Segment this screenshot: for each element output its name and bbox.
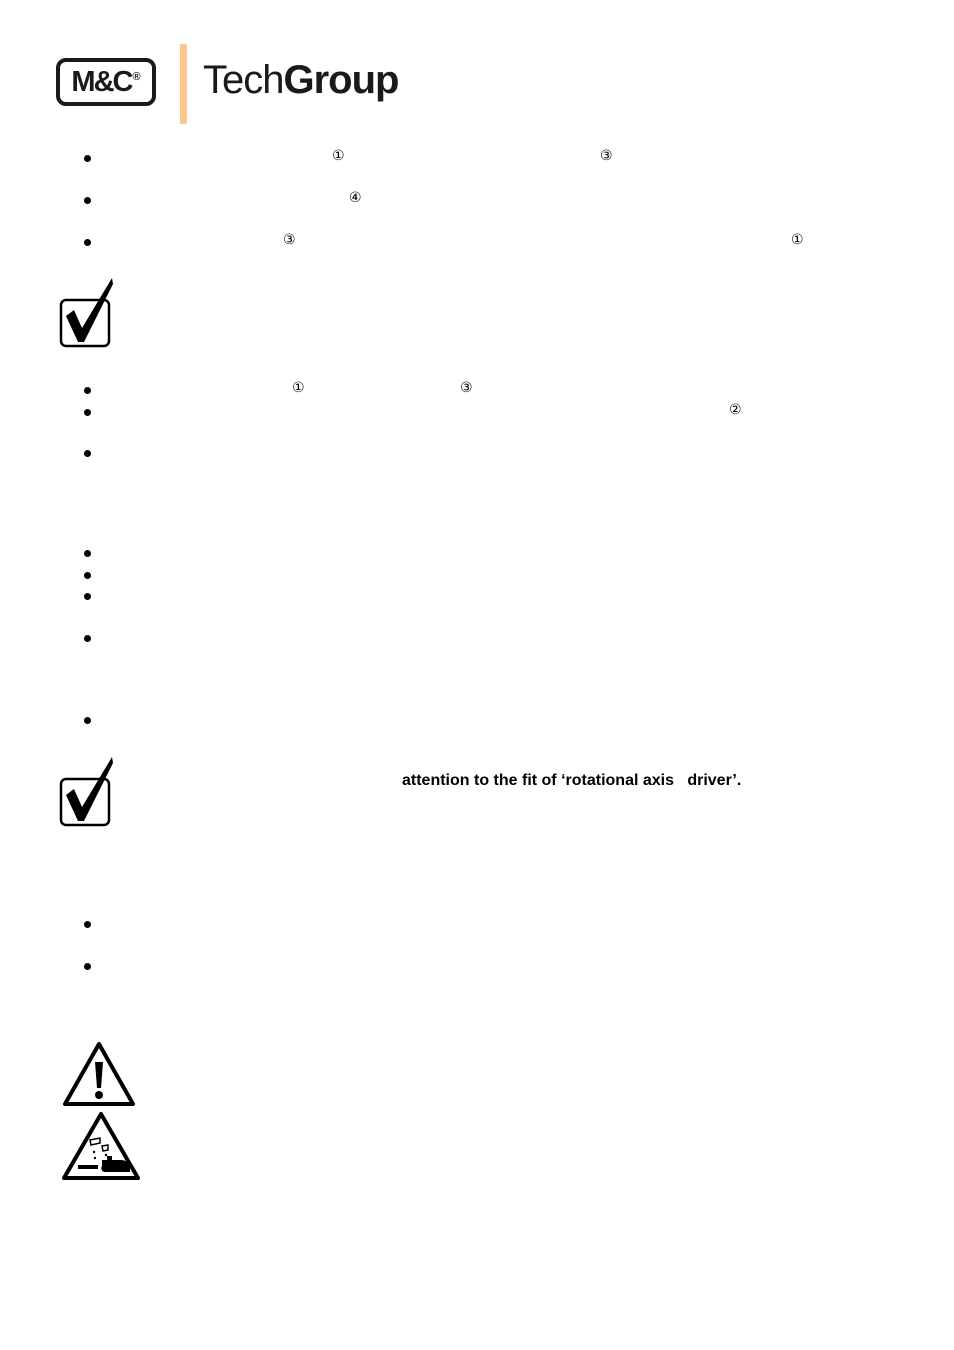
list-bullet <box>84 197 91 204</box>
circled-marker: ④ <box>349 190 362 206</box>
circled-marker: ① <box>791 232 804 248</box>
list-bullet <box>84 717 91 724</box>
note-text: attention to the fit of ‘rotational axis driver’. <box>402 772 742 789</box>
logo-word-tech: Tech <box>203 58 284 102</box>
checkbox-check-icon <box>58 755 116 829</box>
list-bullet <box>84 572 91 579</box>
circled-marker: ③ <box>283 232 296 248</box>
circled-marker: ① <box>292 380 305 396</box>
logo-badge <box>56 58 156 106</box>
list-bullet <box>84 963 91 970</box>
warning-exclamation-icon <box>62 1040 136 1108</box>
list-bullet <box>84 155 91 162</box>
list-bullet <box>84 635 91 642</box>
list-bullet <box>84 550 91 557</box>
list-bullet <box>84 450 91 457</box>
list-bullet <box>84 239 91 246</box>
logo-divider <box>180 44 187 124</box>
list-bullet <box>84 409 91 416</box>
corrosive-hazard-icon <box>62 1110 142 1182</box>
logo-wordmark <box>203 58 398 103</box>
list-bullet <box>84 387 91 394</box>
circled-marker: ② <box>729 402 742 418</box>
logo-word-group: Group <box>283 58 399 102</box>
circled-marker: ① <box>332 148 345 164</box>
list-bullet <box>84 593 91 600</box>
circled-marker: ③ <box>600 148 613 164</box>
list-bullet <box>84 921 91 928</box>
checkbox-check-icon <box>58 276 116 350</box>
circled-marker: ③ <box>460 380 473 396</box>
logo-badge-text: M&C® <box>71 65 141 98</box>
